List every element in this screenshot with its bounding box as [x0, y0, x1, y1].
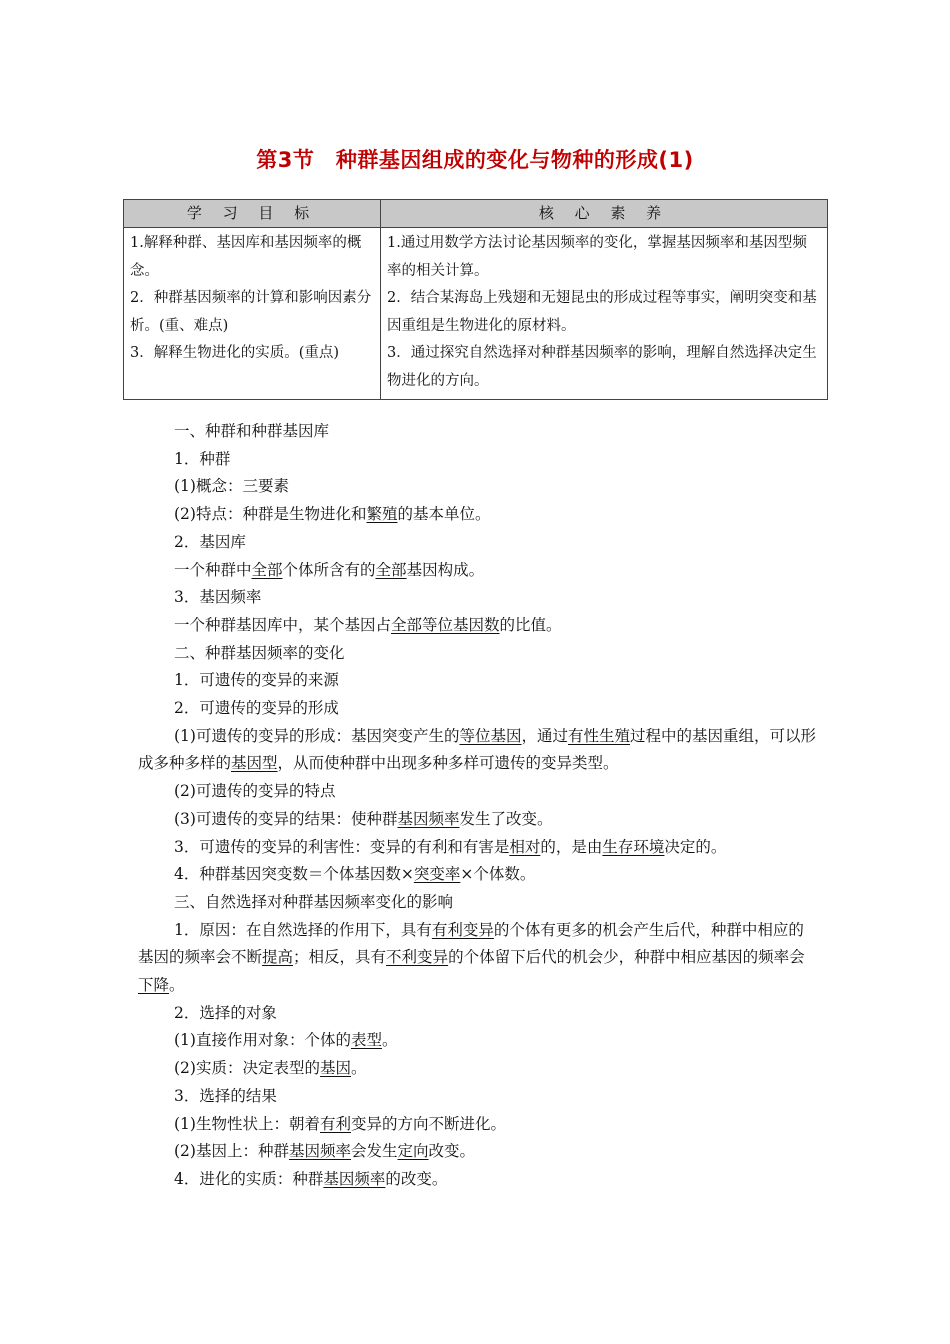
- literacy-item: 1.通过用数学方法讨论基因频率的变化，掌握基因频率和基因型频率的相关计算。: [387, 235, 807, 279]
- content-paragraph: [138, 889, 818, 917]
- text-run: 的改变。: [385, 1169, 448, 1188]
- text-run: (2)特点：种群是生物进化和: [174, 505, 367, 524]
- content-paragraph: [138, 640, 818, 668]
- content-paragraph: [138, 1083, 818, 1111]
- text-run: (3)可遗传的变异的结果：使种群: [174, 809, 398, 828]
- header-learning-goals: 学 习 目 标: [124, 200, 381, 228]
- core-literacy-cell: [381, 228, 828, 400]
- text-run: 决定的。: [664, 837, 727, 856]
- text-run: 的个体有更多的机会产生后代，种群中相应的基因的频率会不断: [138, 920, 804, 967]
- text-run: (1)可遗传的变异的形成：基因突变产生的: [174, 726, 460, 745]
- content-paragraph: [138, 861, 818, 889]
- answer-blank: 基因: [319, 1059, 351, 1078]
- text-run: 。: [350, 1059, 367, 1078]
- text-run: 。: [169, 976, 185, 995]
- objectives-table: [123, 199, 828, 400]
- text-run: 1．可遗传的变异的来源: [174, 671, 339, 690]
- text-run: 的比值。: [499, 615, 562, 634]
- content-paragraph: [138, 418, 818, 446]
- literacy-item: 2．结合某海岛上残翅和无翅昆虫的形成过程等事实，阐明突变和基因重组是生物进化的原材料。: [387, 290, 817, 334]
- answer-blank: 全部: [251, 560, 283, 579]
- content-paragraph: [138, 557, 818, 585]
- content-paragraph: [138, 917, 818, 1000]
- text-run: 一个种群中: [174, 560, 252, 579]
- text-run: (1)生物性状上：朝着: [174, 1114, 320, 1133]
- text-run: ，通过: [521, 726, 568, 745]
- text-run: ×个体数。: [460, 865, 536, 884]
- content-paragraph: [138, 1027, 818, 1055]
- content-paragraph: [138, 1111, 818, 1139]
- content-paragraph: [138, 446, 818, 474]
- content-paragraph: [138, 1138, 818, 1166]
- text-run: 2．基因库: [174, 532, 246, 551]
- answer-blank: 相对: [509, 837, 541, 856]
- answer-blank: 基因频率: [288, 1142, 351, 1161]
- text-run: 三、自然选择对种群基因频率变化的影响: [174, 892, 454, 911]
- text-run: 3．选择的结果: [174, 1086, 277, 1105]
- text-run: 变异的方向不断进化。: [350, 1114, 506, 1133]
- answer-blank: 生存环境: [602, 837, 665, 856]
- header-core-literacy: 核 心 素 养: [381, 200, 828, 228]
- literacy-item: 3．通过探究自然选择对种群基因频率的影响，理解自然选择决定生物进化的方向。: [387, 345, 817, 389]
- answer-blank: 突变率: [413, 865, 461, 884]
- content-paragraph: [138, 667, 818, 695]
- text-run: 3．可遗传的变异的利害性：变异的有利和有害是: [174, 837, 510, 856]
- content-paragraph: [138, 806, 818, 834]
- content-paragraph: [138, 529, 818, 557]
- answer-blank: 表型: [350, 1031, 382, 1050]
- answer-blank: 下降: [138, 976, 170, 995]
- text-run: 个体所含有的: [282, 560, 376, 579]
- content-paragraph: [138, 501, 818, 529]
- answer-blank: 有性生殖: [568, 726, 631, 745]
- text-run: 4．种群基因突变数＝个体基因数×: [174, 865, 414, 884]
- answer-blank: 基因频率: [397, 809, 460, 828]
- content-paragraph: [138, 695, 818, 723]
- text-run: 1．原因：在自然选择的作用下，具有: [174, 920, 432, 939]
- answer-blank: 等位基因: [459, 726, 522, 745]
- text-run: 一、种群和种群基因库: [174, 422, 330, 440]
- text-run: 。: [381, 1031, 398, 1050]
- goal-item: 3．解释生物进化的实质。(重点): [130, 345, 340, 361]
- text-run: (1)概念：三要素: [174, 477, 289, 496]
- text-run: 3．基因频率: [174, 588, 262, 607]
- content-paragraph: [138, 473, 818, 501]
- text-run: 的基本单位。: [397, 505, 491, 524]
- text-run: 会发生: [350, 1142, 398, 1161]
- text-run: ；相反，具有: [293, 948, 387, 967]
- answer-blank: 基因型: [231, 754, 278, 773]
- goal-item: 1.解释种群、基因库和基因频率的概念。: [130, 235, 362, 279]
- answer-blank: 不利变异: [386, 948, 449, 967]
- answer-blank: 提高: [262, 948, 294, 967]
- text-run: 2．可遗传的变异的形成: [174, 699, 339, 718]
- page-title: 第3节 种群基因组成的变化与物种的形成(1): [256, 148, 694, 172]
- learning-goals-cell: [124, 228, 381, 400]
- text-run: 过程中的基因重组，可以形成多种多样的: [138, 726, 817, 773]
- content-paragraph: [138, 778, 818, 806]
- answer-blank: 有利变异: [431, 920, 494, 939]
- answer-blank: 有利: [319, 1114, 351, 1133]
- answer-blank: 全部等位基因数: [391, 615, 500, 634]
- text-run: (2)基因上：种群: [174, 1142, 289, 1161]
- text-run: 改变。: [428, 1142, 476, 1161]
- text-run: (1)直接作用对象：个体的: [174, 1031, 351, 1050]
- text-run: 的个体留下后代的机会少，种群中相应基因的频率会: [448, 948, 805, 967]
- text-run: 基因构成。: [406, 560, 485, 579]
- answer-blank: 全部: [375, 560, 407, 579]
- text-run: 二、种群基因频率的变化: [174, 643, 345, 662]
- content-paragraph: [138, 1000, 818, 1028]
- text-run: (2)可遗传的变异的特点: [174, 782, 336, 801]
- content-body: [138, 418, 818, 1194]
- content-paragraph: [138, 1055, 818, 1083]
- text-run: 发生了改变。: [459, 809, 553, 828]
- content-paragraph: [138, 834, 818, 862]
- text-run: 1．种群: [174, 449, 231, 468]
- answer-blank: 繁殖: [366, 505, 398, 524]
- text-run: 2．选择的对象: [174, 1003, 277, 1022]
- text-run: ，从而使种群中出现多种多样可遗传的变异类型。: [277, 754, 619, 773]
- content-paragraph: [138, 1166, 818, 1194]
- content-paragraph: [138, 584, 818, 612]
- text-run: 4．进化的实质：种群: [174, 1169, 324, 1188]
- answer-blank: 定向: [397, 1142, 429, 1161]
- text-run: 一个种群基因库中，某个基因占: [174, 615, 392, 634]
- text-run: 的，是由: [540, 837, 603, 856]
- content-paragraph: [138, 723, 818, 778]
- text-run: (2)实质：决定表型的: [174, 1059, 320, 1078]
- content-paragraph: [138, 612, 818, 640]
- answer-blank: 基因频率: [323, 1169, 386, 1188]
- goal-item: 2．种群基因频率的计算和影响因素分析。(重、难点): [130, 290, 372, 334]
